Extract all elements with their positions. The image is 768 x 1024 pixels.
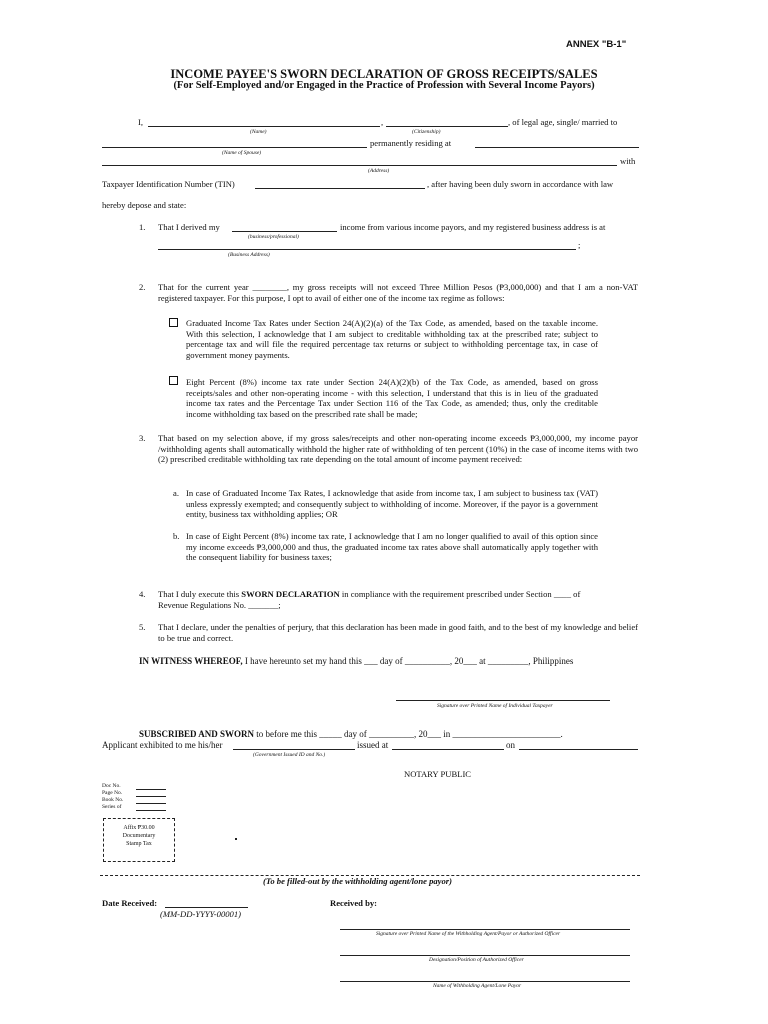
business-address-field[interactable] [158, 249, 576, 250]
option-graduated-checkbox[interactable] [169, 318, 178, 327]
taxpayer-signature-label: Signature over Printed Name of Individual Taxpayer [437, 703, 553, 709]
subscribed-line [139, 729, 563, 740]
issued-on-field[interactable] [519, 749, 638, 750]
designation-line[interactable] [340, 955, 630, 956]
item4-text-c: Revenue Regulations No. _______; [158, 600, 281, 610]
on-label: on [506, 740, 515, 750]
tin-label: Taxpayer Identification Number (TIN) [102, 179, 235, 189]
witness-text: I have hereunto set my hand this ___ day of __________, 20___ at _________, Philippines [244, 656, 574, 666]
intro-legal-age: , of legal age, single/ married to [508, 117, 618, 127]
intro-with: with [620, 156, 636, 166]
intro-comma: , [381, 117, 384, 127]
item4-text-b: in compliance with the requirement prescribed under Section ____ of [341, 589, 581, 599]
gov-id-field[interactable] [233, 749, 355, 750]
citizenship-label: (Citizenship) [412, 129, 441, 135]
date-format-hint: (MM-DD-YYYY-00001) [160, 909, 242, 919]
agent-name-label: Name of Withholding Agent/Lone Payor [433, 983, 522, 989]
intro-residing: permanently residing at [370, 138, 452, 148]
item1-semicolon: ; [578, 240, 581, 250]
annex-label: ANNEX "B-1" [566, 39, 627, 50]
doc-no-field[interactable] [136, 789, 166, 790]
item4-line1 [158, 589, 580, 600]
item3-text: That based on my selection above, if my gross sales/receipts and other non-operating income exceeds ₱3,000,000, my income payor /withholding agents shall automatically withhold the higher rate of withholding of ten percent (10%) in the case of income items with two (2) prescribed creditable withholding tax rate depending on the total amount of income payment received: [158, 433, 638, 464]
doc-no-label: Doc No. [102, 783, 121, 789]
item3-number: 3. [139, 433, 146, 443]
date-received-label: Date Received: [102, 898, 158, 908]
item2-number: 2. [139, 282, 146, 292]
agent-signature-label: Signature over Printed Name of the Withholding Agent/Payor or Authorized Officer [376, 931, 561, 937]
gov-id-label: (Government Issued ID and No.) [253, 752, 326, 758]
stamp-line2: Documentary [122, 833, 156, 839]
intro-i: I, [138, 117, 144, 127]
issued-label: issued at [357, 740, 389, 750]
address-label: (Address) [368, 168, 390, 174]
item2-text: That for the current year ________, my gross receipts will not exceed Three Million Pesos (₱3,000,000) and that I am a non-VAT registered taxpayer. For this purpose, I opt to avail of either one of the income tax regime as follows: [158, 282, 638, 303]
item1-number: 1. [139, 222, 146, 232]
witness-line [139, 656, 573, 667]
date-received-field[interactable] [165, 907, 248, 908]
business-type-field[interactable] [232, 231, 337, 232]
option-eight-percent-checkbox[interactable] [169, 376, 178, 385]
item1-text-b: income from various income payors, and my registered business address is at [340, 222, 606, 232]
issued-at-field[interactable] [392, 749, 504, 750]
name-field[interactable] [148, 126, 380, 127]
designation-label: Designation/Position of Authorized Officer [429, 957, 524, 963]
series-field[interactable] [136, 810, 166, 811]
option-eight-percent-text: Eight Percent (8%) income tax rate under Section 24(A)(2)(b) of the Tax Code, as amended, based on gross receipts/sales and other non-operating income - with this selection, I understand that this is in lieu of the graduated income tax rates and the Percentage Tax under Section 116 of the Tax Code, as amended; thus, only the creditable income withholding tax based on the prescribed rate shall be made; [186, 377, 598, 419]
documentary-stamp-box [103, 818, 175, 862]
received-by-label: Received by: [330, 898, 378, 908]
spouse-field[interactable] [102, 147, 367, 148]
tin-field[interactable] [255, 188, 425, 189]
dot-mark [235, 838, 237, 840]
address-field[interactable] [102, 165, 617, 166]
item3b-label: b. [173, 531, 180, 541]
item1-text-a: That I derived my [158, 222, 220, 232]
sworn-declaration-label: SWORN DECLARATION [241, 589, 340, 599]
form-title: INCOME PAYEE'S SWORN DECLARATION OF GROSS RECEIPTS/SALES [170, 67, 598, 81]
intro-depose: hereby depose and state: [102, 200, 187, 210]
subscribed-label: SUBSCRIBED AND SWORN [139, 729, 255, 739]
item3a-text: In case of Graduated Income Tax Rates, I acknowledge that aside from income tax, I am subject to business tax (VAT) unless expressly exempted; and consequently subject to withholding of income. Moreover, if the payor is a government entity, business tax withholding applies; OR [186, 488, 598, 519]
subscribed-text: to before me this _____ day of __________, 20___ in ________________________. [256, 729, 563, 739]
option-graduated-text: Graduated Income Tax Rates under Section 24(A)(2)(a) of the Tax Code, as amended, based on the taxable income. With this selection, I acknowledge that I am subject to creditable withholding tax at the prescribed rate; subject to percentage tax and will file the required percentage tax returns or subject to withholding percentage tax, in case of government money payments. [186, 318, 598, 360]
intro-sworn: , after having been duly sworn in accordance with law [427, 179, 614, 189]
taxpayer-signature-line[interactable] [396, 700, 610, 701]
business-address-label: (Business Address) [228, 252, 270, 258]
form-subtitle: (For Self-Employed and/or Engaged in the Practice of Profession with Several Income Payors) [173, 80, 595, 91]
book-no-field[interactable] [136, 803, 166, 804]
page-no-label: Page No. [102, 790, 123, 796]
spouse-label: (Name of Spouse) [222, 150, 262, 156]
item3b-text: In case of Eight Percent (8%) income tax rate, I acknowledge that I am no longer qualified to avail of this option since my income exceeds ₱3,000,000 and thus, the graduated income tax rates above shall automatically apply together with the consequent liability for business taxes; [186, 531, 598, 562]
agent-signature-line[interactable] [340, 929, 630, 930]
item5-text: That I declare, under the penalties of perjury, that this declaration has been made in good faith, and to the best of my knowledge and belief to be true and correct. [158, 622, 638, 643]
footer-heading: (To be filled-out by the withholding agent/lone payor) [263, 876, 452, 886]
item4-number: 4. [139, 589, 146, 599]
witness-label: IN WITNESS WHEREOF, [139, 656, 243, 666]
business-type-label: (business/professional) [248, 234, 299, 240]
citizenship-field[interactable] [386, 126, 508, 127]
page-no-field[interactable] [136, 796, 166, 797]
notary-public: NOTARY PUBLIC [404, 769, 472, 779]
series-label: Series of [102, 804, 122, 810]
applicant-label: Applicant exhibited to me his/her [102, 740, 223, 750]
agent-name-line[interactable] [340, 981, 630, 982]
item3a-label: a. [173, 488, 179, 498]
name-label: (Name) [250, 129, 267, 135]
item5-number: 5. [139, 622, 146, 632]
book-no-label: Book No. [102, 797, 124, 803]
stamp-line3: Stamp Tax [126, 841, 152, 847]
item4-text-a: That I duly execute this [158, 589, 240, 599]
residence-field[interactable] [475, 147, 639, 148]
stamp-line1: Affix ₱30.00 [123, 825, 155, 831]
